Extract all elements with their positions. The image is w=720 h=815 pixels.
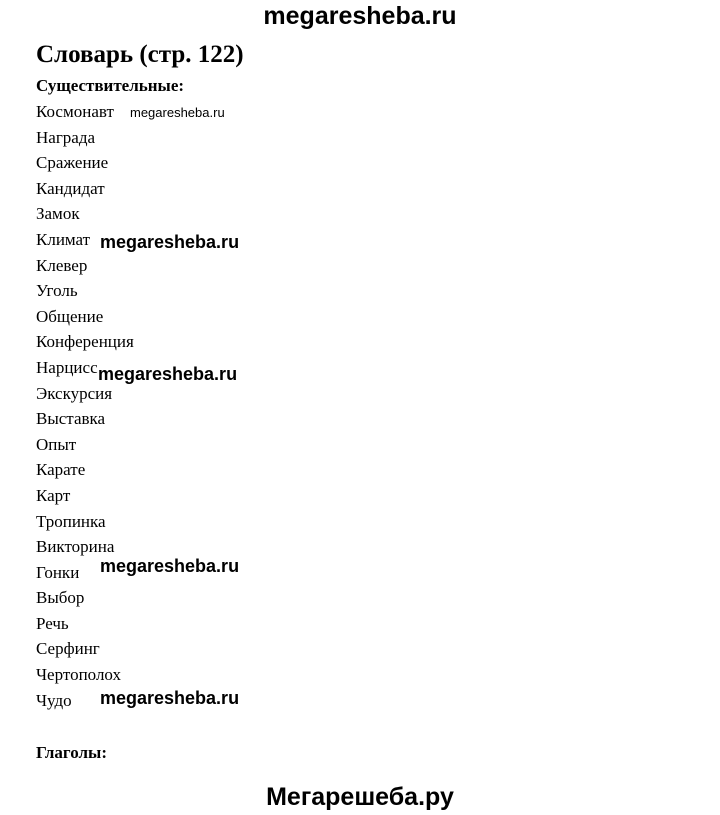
list-item: Конференция: [36, 332, 134, 352]
list-item: Уголь: [36, 281, 78, 301]
watermark-bottom: Мегарешеба.ру: [266, 783, 454, 811]
list-item: Нарцисс: [36, 357, 98, 377]
watermark-inline: megaresheba.ru: [100, 556, 240, 576]
watermark-inline-small: megaresheba.ru: [130, 105, 225, 120]
list-item: Серфинг: [36, 639, 100, 659]
watermark-inline: megaresheba.ru: [100, 232, 240, 252]
list-item: Викторина: [36, 537, 115, 557]
list-item: Климат: [36, 229, 91, 249]
page-title: Словарь (стр. 122): [36, 41, 244, 68]
list-item: Космонавт: [36, 102, 114, 121]
list-item: Карате: [36, 460, 86, 480]
list-item: Сражение: [36, 153, 109, 173]
list-item: Опыт: [36, 434, 77, 454]
watermark-inline: megaresheba.ru: [98, 364, 238, 384]
list-item: Общение: [36, 306, 104, 326]
list-item: Карт: [36, 485, 71, 505]
watermark-top: megaresheba.ru: [263, 2, 457, 30]
list-item: Чертополох: [36, 665, 122, 685]
verbs-heading: Глаголы:: [36, 743, 107, 762]
list-item: Кандидат: [36, 178, 105, 198]
list-item: Выставка: [36, 409, 106, 429]
list-item: Тропинка: [36, 511, 106, 531]
list-item: Награда: [36, 127, 96, 147]
list-item: Речь: [36, 613, 69, 633]
nouns-heading: Существительные:: [36, 76, 185, 95]
nouns-list: [36, 99, 134, 713]
list-item: Замок: [36, 204, 80, 224]
list-item: Чудо: [36, 690, 72, 710]
list-item: Клевер: [36, 255, 88, 275]
watermark-inline: megaresheba.ru: [100, 688, 240, 708]
list-item: Экскурсия: [36, 383, 113, 403]
list-item: Гонки: [36, 562, 80, 582]
list-item: Выбор: [36, 588, 85, 608]
